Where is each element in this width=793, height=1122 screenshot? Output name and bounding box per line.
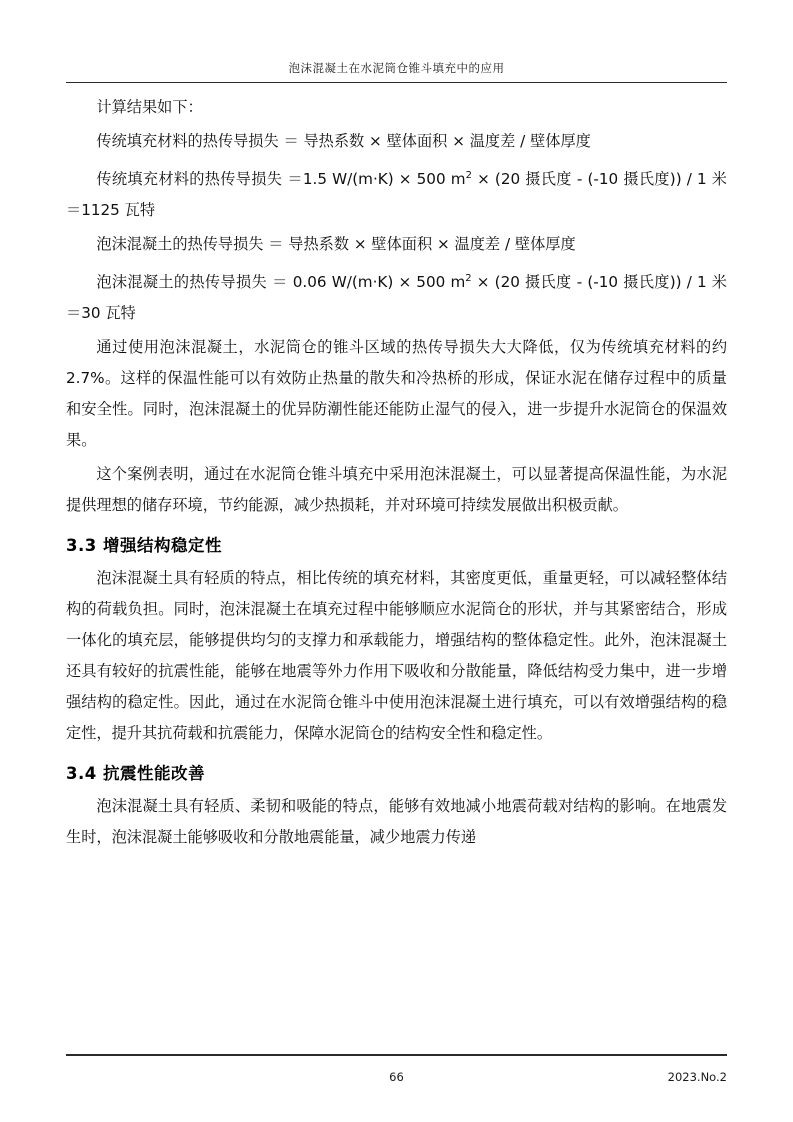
footer-divider <box>66 1054 727 1056</box>
formula-foam-values-part2: × (20 摄氏度 - (-10 摄氏度)) / 1 米 ＝30 瓦特 <box>66 273 727 323</box>
footer-page-number: 66 <box>389 1070 404 1084</box>
paragraph-case-summary: 这个案例表明，通过在水泥筒仓锥斗填充中采用泡沫混凝土，可以显著提高保温性能，为水泥提供理想的储存环境，节约能源，减少热损耗，并对环境可持续发展做出积极贡献。 <box>66 465 727 515</box>
paragraph-intro: 计算结果如下： <box>96 98 203 116</box>
footer-issue: 2023.No.2 <box>667 1070 727 1084</box>
formula-foam-superscript: 2 <box>465 273 472 285</box>
formula-foam-general: 泡沫混凝土的热传导损失 ＝ 导热系数 × 壁体面积 × 温度差 / 壁体厚度 <box>96 235 576 254</box>
page-footer <box>66 1070 727 1084</box>
paragraph-seismic-performance: 泡沫混凝土具有轻质、柔韧和吸能的特点，能够有效地减小地震荷载对结构的影响。在地震发生时，泡沫混凝土能够吸收和分散地震能量，减少地震力传递 <box>66 797 727 847</box>
page-content <box>66 92 727 856</box>
section-heading-3-4: 3.4 抗震性能改善 <box>66 764 205 784</box>
paragraph-thermal-conclusion: 通过使用泡沫混凝土，水泥筒仓的锥斗区域的热传导损失大大降低，仅为传统填充材料的约 2.7%。这样的保温性能可以有效防止热量的散失和冷热桥的形成，保证水泥在储存过程中的质量和安全性。同时，泡沫混凝土的优异防潮性能还能防止湿气的侵入，进一步提升水泥筒仓的保温效果。 <box>66 338 727 450</box>
formula-traditional-superscript: 2 <box>465 170 472 181</box>
section-heading-3-3: 3.3 增强结构稳定性 <box>66 536 222 556</box>
paragraph-structural-stability: 泡沫混凝土具有轻质的特点，相比传统的填充材料，其密度更低，重量更轻，可以减轻整体结构的荷载负担。同时，泡沫混凝土在填充过程中能够顺应水泥筒仓的形状，并与其紧密结合，形成一体化的填充层，能够提供均匀的支撑力和承载能力，增强结构的整体稳定性。此外，泡沫混凝土还具有较好的抗震性能，能够在地震等外力作用下吸收和分散能量，降低结构受力集中，进一步增强结构的稳定性。因此，通过在水泥筒仓锥斗中使用泡沫混凝土进行填充，可以有效增强结构的稳定性，提升其抗荷载和抗震能力，保障水泥筒仓的结构安全性和稳定性。 <box>66 569 727 743</box>
formula-foam-values <box>66 263 727 329</box>
header-divider <box>66 82 727 83</box>
formula-traditional-values-part1: 传统填充材料的热传导损失 ＝1.5 W/(m·K) × 500 m <box>96 170 466 189</box>
formula-traditional-values <box>66 160 727 226</box>
formula-traditional-values-part2: × (20 摄氏度 - (-10 摄氏度)) / 1 米 ＝1125 瓦特 <box>66 170 727 220</box>
formula-foam-values-part1: 泡沫混凝土的热传导损失 ＝ 0.06 W/(m·K) × 500 m <box>96 273 466 292</box>
formula-traditional-general: 传统填充材料的热传导损失 ＝ 导热系数 × 壁体面积 × 温度差 / 壁体厚度 <box>96 132 591 150</box>
running-header: 泡沫混凝土在水泥筒仓锥斗填充中的应用 <box>288 61 505 75</box>
